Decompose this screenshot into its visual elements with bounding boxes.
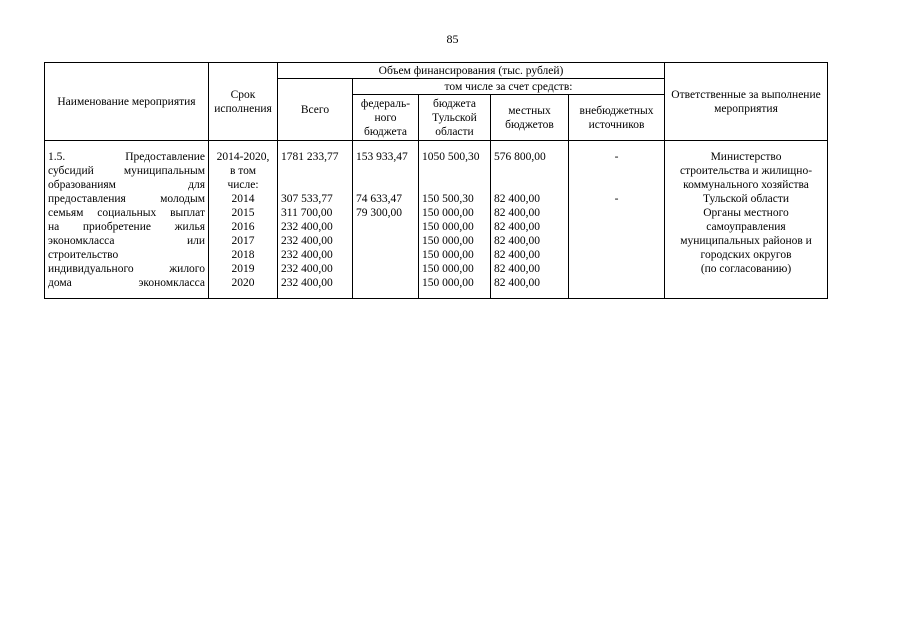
name-line: образованиям для	[48, 178, 205, 191]
term-line: 2019	[231, 262, 255, 275]
term-line: в том	[230, 164, 256, 177]
regional-line: 150 000,00	[422, 206, 474, 219]
name-line: предоставления молодым	[48, 192, 205, 205]
responsible-line: коммунального хозяйства	[683, 178, 809, 191]
header-including: том числе за счет средств:	[353, 79, 665, 95]
extrabudgetary-line: -	[614, 192, 619, 205]
term-line: 2014-2020,	[216, 150, 270, 163]
local-line: 82 400,00	[494, 220, 540, 233]
header-regional: бюджета Тульской области	[419, 95, 491, 141]
total-line: 232 400,00	[281, 248, 333, 261]
local-line: 82 400,00	[494, 276, 540, 289]
regional-line: 150 000,00	[422, 262, 474, 275]
responsible-line: городских округов	[700, 248, 792, 261]
name-line: семьям социальных выплат	[48, 206, 205, 219]
cell-total	[278, 141, 353, 299]
header-total: Всего	[278, 79, 353, 141]
total-line: 232 400,00	[281, 220, 333, 233]
term-line: 2015	[231, 206, 255, 219]
total-line	[281, 178, 349, 192]
responsible-line	[668, 276, 824, 290]
page-number: 85	[446, 32, 459, 46]
local-line	[494, 178, 565, 192]
federal-line	[356, 164, 415, 178]
header-extrabudgetary: внебюджетных источников	[569, 95, 665, 141]
responsible-line: Органы местного	[703, 206, 789, 219]
federal-line	[356, 234, 415, 248]
name-line: субсидий муниципальным	[48, 164, 205, 177]
responsible-line: Тульской области	[703, 192, 790, 205]
financing-table	[44, 62, 828, 299]
responsible-line: муниципальных районов и	[680, 234, 812, 247]
cell-responsible	[665, 141, 828, 299]
federal-line	[356, 220, 415, 234]
cell-extrabudgetary	[569, 141, 665, 299]
name-line: индивидуального жилого	[48, 262, 205, 275]
responsible-line: самоуправления	[706, 220, 786, 233]
name-line: 1.5. Предоставление	[48, 150, 205, 163]
extrabudgetary-line	[572, 276, 661, 290]
regional-line: 150 000,00	[422, 234, 474, 247]
header-volume: Объем финансирования (тыс. рублей)	[278, 63, 665, 79]
responsible-line: (по согласованию)	[700, 262, 792, 275]
header-local: местных бюджетов	[491, 95, 569, 141]
regional-line: 150 000,00	[422, 248, 474, 261]
total-line: 232 400,00	[281, 234, 333, 247]
term-line: 2018	[231, 248, 255, 261]
total-line	[281, 164, 349, 178]
name-line: дома экономкласса	[48, 276, 205, 289]
name-line: на приобретение жилья	[48, 220, 205, 233]
local-line: 82 400,00	[494, 248, 540, 261]
term-line: 2020	[231, 276, 255, 289]
term-line: 2016	[231, 220, 255, 233]
local-line: 82 400,00	[494, 192, 540, 205]
federal-line: 79 300,00	[356, 206, 402, 219]
cell-federal	[353, 141, 419, 299]
responsible-line: Министерство	[710, 150, 782, 163]
extrabudgetary-line	[572, 206, 661, 220]
responsible-line: строительства и жилищно-	[679, 164, 813, 177]
total-line: 307 533,77	[281, 192, 333, 205]
federal-line: 74 633,47	[356, 192, 402, 205]
extrabudgetary-line	[572, 220, 661, 234]
header-term: Срок исполнения	[209, 63, 278, 141]
total-line: 1781 233,77	[281, 150, 339, 163]
extrabudgetary-line	[572, 234, 661, 248]
extrabudgetary-line	[572, 262, 661, 276]
local-line: 82 400,00	[494, 206, 540, 219]
regional-line	[422, 164, 487, 178]
federal-line	[356, 248, 415, 262]
local-line	[494, 164, 565, 178]
extrabudgetary-line	[572, 164, 661, 178]
local-line: 82 400,00	[494, 262, 540, 275]
local-line: 576 800,00	[494, 150, 546, 163]
federal-line: 153 933,47	[356, 150, 408, 163]
cell-term	[209, 141, 278, 299]
total-line: 232 400,00	[281, 262, 333, 275]
total-line: 232 400,00	[281, 276, 333, 289]
regional-line: 1050 500,30	[422, 150, 480, 163]
regional-line: 150 500,30	[422, 192, 474, 205]
extrabudgetary-line	[572, 178, 661, 192]
header-name: Наименование мероприятия	[45, 63, 209, 141]
total-line: 311 700,00	[281, 206, 333, 219]
extrabudgetary-line: -	[614, 150, 619, 163]
extrabudgetary-line	[572, 248, 661, 262]
regional-line: 150 000,00	[422, 276, 474, 289]
term-line: 2017	[231, 234, 255, 247]
name-line: строительство	[48, 248, 119, 261]
cell-regional	[419, 141, 491, 299]
term-line: числе:	[227, 178, 259, 191]
federal-line	[356, 262, 415, 276]
cell-name	[45, 141, 209, 299]
regional-line	[422, 178, 487, 192]
federal-line	[356, 276, 415, 290]
name-line: экономкласса или	[48, 234, 205, 247]
term-line: 2014	[231, 192, 255, 205]
federal-line	[356, 178, 415, 192]
local-line: 82 400,00	[494, 234, 540, 247]
cell-local	[491, 141, 569, 299]
regional-line: 150 000,00	[422, 220, 474, 233]
header-federal: федераль-ного бюджета	[353, 95, 419, 141]
header-responsible: Ответственные за выполнение мероприятия	[665, 63, 828, 141]
